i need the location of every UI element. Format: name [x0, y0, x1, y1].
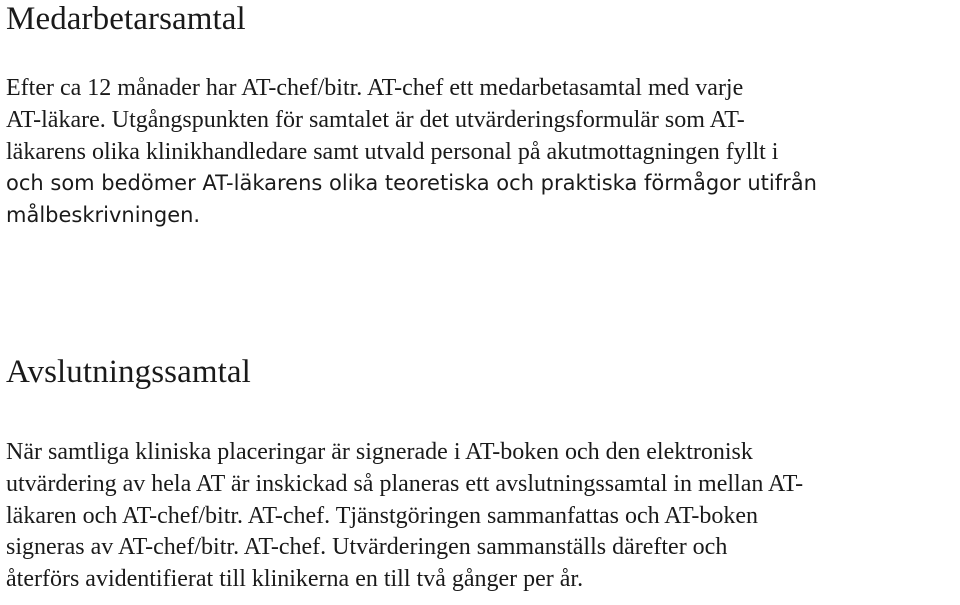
paragraph-line: läkaren och AT-chef/bitr. AT-chef. Tjänstgöringen sammanfattas och AT-boken: [6, 502, 759, 529]
heading-medarbetarsamtal: Medarbetarsamtal: [6, 1, 246, 37]
paragraph-medarbetarsamtal: [6, 73, 817, 232]
paragraph-line: läkarens olika klinikhandledare samt utvald personal på akutmottagningen fyllt i: [6, 138, 779, 165]
paragraph-line: Efter ca 12 månader har AT-chef/bitr. AT-chef ett medarbetasamtal med varje: [6, 75, 744, 101]
paragraph-line: återförs avidentifierat till klinikerna en till två gånger per år.: [6, 566, 584, 593]
paragraph-line: signeras av AT-chef/bitr. AT-chef. Utvärderingen sammanställs därefter och: [6, 534, 728, 561]
paragraph-line: utvärdering av hela AT är inskickad så planeras ett avslutningssamtal in mellan AT-: [6, 470, 804, 497]
paragraph-line: målbeskrivningen.: [6, 203, 201, 228]
paragraph-line: och som bedömer AT-läkarens olika teoretiska och praktiska förmågor utifrån: [6, 171, 817, 196]
paragraph-avslutningssamtal: [6, 437, 803, 596]
paragraph-line: AT-läkare. Utgångspunkten för samtalet är det utvärderingsformulär som AT-: [6, 106, 745, 133]
heading-avslutningssamtal: Avslutningssamtal: [6, 354, 251, 390]
paragraph-line: När samtliga kliniska placeringar är signerade i AT-boken och den elektronisk: [6, 439, 753, 465]
